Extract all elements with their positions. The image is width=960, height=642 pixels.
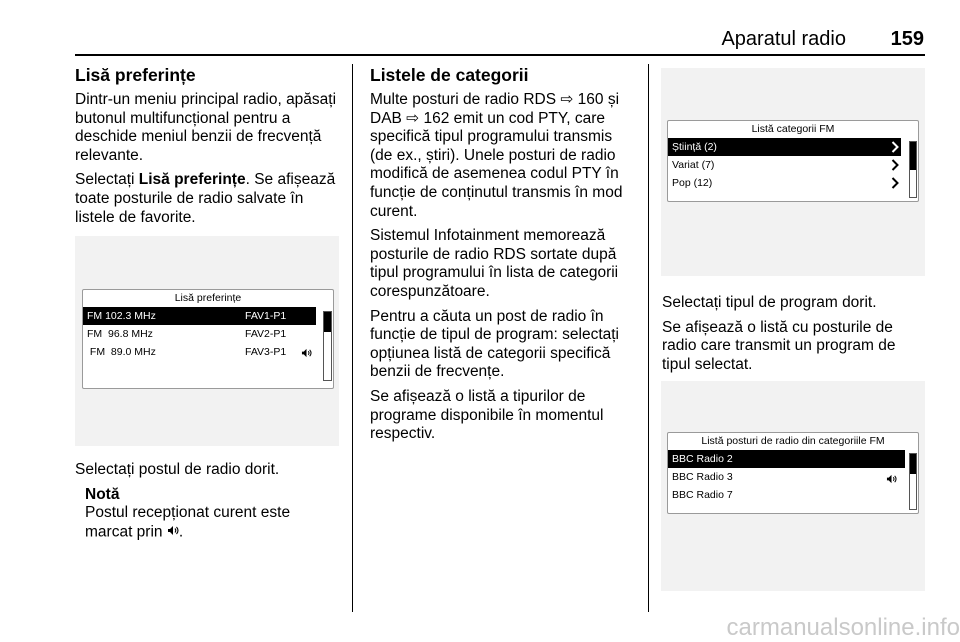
scrollbar [909, 453, 917, 510]
scrollbar [909, 141, 917, 198]
note [85, 486, 341, 542]
list-item [83, 325, 316, 343]
text: Postul recepționat curent este marcat prin [85, 504, 291, 541]
text: . [178, 523, 184, 541]
station-frequency: FM 96.8 MHz [87, 328, 153, 340]
scrollbar [323, 311, 332, 381]
text: Selectați [75, 171, 139, 189]
scrollbar-thumb [324, 312, 331, 332]
station-frequency: FM 102.3 MHz [87, 310, 156, 322]
section-heading-favorites: Lisă preferințe [75, 65, 196, 85]
category-label: Știință (2) [672, 141, 717, 153]
right-column [662, 294, 928, 380]
paragraph: Se afișează o listă a tipurilor de programe disponibile în momentul respectiv. [370, 387, 604, 443]
station-name: BBC Radio 7 [672, 489, 733, 501]
figure-category-list [661, 68, 925, 276]
list-item [668, 450, 905, 468]
paragraph: Multe posturi de radio RDS ⇨ 160 și DAB ⇨ 162 emit un cod PTY, care specifică tipul programului transmis (de ex., știri). Unele posturi de radio modifică de asemenea codul PTY în funcție de conținutul transmis în mod curent. [370, 91, 623, 220]
left-column [75, 64, 341, 233]
station-frequency: FM 89.0 MHz [87, 346, 156, 358]
column-divider-right [648, 64, 649, 612]
text: . Se afișează toate posturile de radio salvate în listele de favorite. [75, 171, 336, 226]
note-text [85, 504, 341, 542]
category-label: Variat (7) [672, 159, 715, 171]
speaker-icon [167, 523, 179, 542]
left-column-lower [75, 461, 341, 542]
paragraph: Se afișează o listă cu posturile de radio care transmit un program de tipul selectat. [662, 318, 896, 373]
list-item [668, 174, 901, 192]
paragraph: Sistemul Infotainment memorează posturile de radio RDS sortate după tipul programului în lista de categorii corespunzătoare. [370, 227, 619, 300]
figure-station-list [661, 381, 925, 591]
screen-favorites [82, 289, 334, 389]
speaker-icon [301, 346, 312, 364]
page-number: 159 [890, 28, 924, 50]
screen-title: Lisă preferințe [174, 292, 242, 304]
middle-column [370, 64, 638, 450]
paragraph: Dintr-un meniu principal radio, apăsați butonul multifuncțional pentru a deschide meniul benzii de frecvență relevante. [75, 91, 337, 164]
paragraph: Pentru a căuta un post de radio în funcție de tipul de program: selectați opțiunea listă de categorii specifică benzii de frecvențe. [370, 307, 619, 381]
favorite-slot: FAV2-P1 [245, 328, 287, 340]
screen-title: Listă categorii FM [751, 123, 835, 135]
station-name: BBC Radio 2 [672, 453, 733, 465]
chevron-right-icon [891, 177, 899, 195]
paragraph [75, 171, 341, 227]
list-item [83, 343, 316, 361]
note-title: Notă [85, 485, 120, 503]
watermark: carmanualsonline.info [726, 614, 960, 641]
header-rule [75, 54, 925, 56]
list-item [668, 468, 905, 486]
section-heading-categories: Listele de categorii [370, 65, 529, 85]
list-item [83, 307, 316, 325]
scrollbar-thumb [910, 142, 916, 170]
bold-term: Lisă preferințe [138, 171, 246, 189]
screen-categories [667, 120, 919, 202]
screen-title: Listă posturi de radio din categoriile FM [701, 435, 885, 447]
figure-favorites-list [75, 236, 339, 446]
favorite-slot: FAV3-P1 [245, 346, 287, 358]
favorite-slot: FAV1-P1 [245, 310, 287, 322]
station-name: BBC Radio 3 [672, 471, 733, 483]
category-label: Pop (12) [672, 177, 713, 189]
paragraph: Selectați tipul de program dorit. [662, 294, 877, 311]
page-header-title: Aparatul radio [721, 28, 846, 50]
screen-stations [667, 432, 919, 514]
column-divider-left [352, 64, 353, 612]
scrollbar-thumb [910, 454, 916, 474]
list-item [668, 156, 901, 174]
list-item [668, 486, 905, 504]
paragraph: Selectați postul de radio dorit. [75, 461, 280, 478]
list-item [668, 138, 901, 156]
